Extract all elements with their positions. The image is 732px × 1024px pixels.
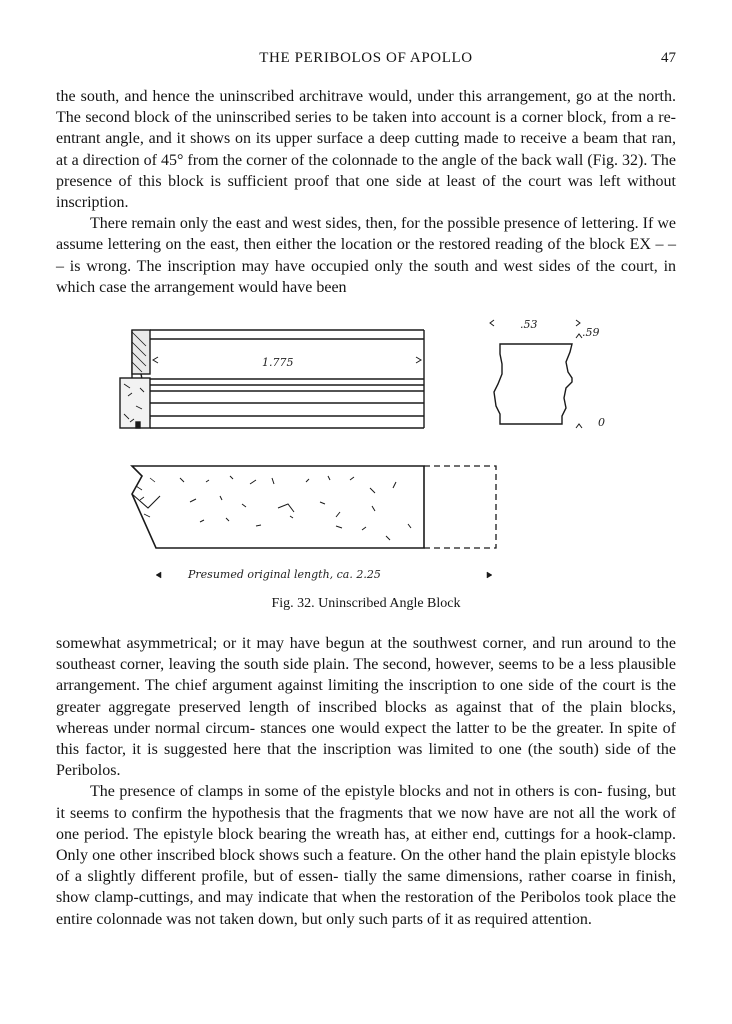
profile-width-label: .53 — [520, 318, 538, 331]
text-line: stances one would expect the latter to be the greater. In spite of this factor, it is — [56, 719, 676, 759]
text-line: that one side at least of the court was left without inscription. — [56, 172, 677, 212]
profile-base-label: 0 — [598, 416, 605, 429]
page-number: 47 — [661, 50, 676, 66]
text-line: south and west sides of the court, in which case the arrangement would have been — [56, 257, 677, 296]
figure-caption: Fig. 32. Uninscribed Angle Block — [271, 596, 461, 611]
elevation-length-label: 1.775 — [262, 356, 294, 369]
plan-length-note: Presumed original length, ca. 2.25 — [188, 568, 381, 581]
text-line: On the other hand the plain epistyle blocks of a slightly different profile, but of essen- — [56, 847, 677, 886]
text-block-bottom — [56, 633, 676, 930]
figure-32 — [110, 318, 630, 590]
text-line: There remain only the east and west sides, then, for the possible presence of — [90, 215, 578, 233]
text-line: made to receive a beam that ran, at a direction of 45° from the corner of the colonnade — [56, 130, 677, 169]
paragraph — [56, 86, 676, 213]
plan-view — [132, 466, 496, 548]
text-line: around to the southeast corner, leaving the south side plain. The second, however, — [56, 635, 677, 674]
paragraph — [56, 213, 676, 298]
text-line: indicate that when the restoration of the Peribolos took place the entire colonnade — [56, 889, 677, 928]
profile-section — [494, 344, 580, 424]
text-line: are not all the work of one period. The epistyle block bearing the wreath has, at either — [56, 804, 676, 843]
text-line: lettering. If we assume lettering on the east, then either the location or the restored — [56, 215, 677, 254]
text-line: reading of the block EX – – – is wrong. The inscription may have occupied only the — [56, 236, 677, 275]
angle-block-drawing — [110, 318, 630, 590]
text-line: inscription to one side of the court is the greater aggregate preserved length of — [56, 677, 677, 716]
text-block-top — [56, 86, 676, 298]
running-title: THE PERIBOLOS OF APOLLO — [259, 50, 473, 66]
elevation-view — [120, 330, 424, 428]
text-line: end, cuttings for a hook-clamp. Only one other inscribed block shows such a feature. — [56, 825, 676, 865]
text-line: somewhat asymmetrical; or it may have begun at the southwest corner, and run — [56, 635, 583, 652]
text-line: seems to be a less plausible arrangement. The chief argument against limiting the — [56, 656, 677, 695]
text-line: The presence of clamps in some of the epistyle blocks and not in others is con- — [90, 783, 603, 801]
paragraph — [56, 781, 676, 929]
paragraph — [56, 633, 676, 781]
text-line: corner block, from a re-entrant angle, and it shows on its upper surface a deep cutting — [56, 109, 677, 148]
text-line: was not taken down, but only such parts of it as required attention. — [166, 910, 592, 928]
text-line: the south, and hence the uninscribed architrave would, under this arrangement, go — [56, 88, 592, 105]
text-line: inscribed blocks as against that of the plain blocks, whereas under normal circum- — [56, 698, 676, 737]
text-line: fusing, but it seems to confirm the hypothesis that the fragments that we now have — [56, 783, 677, 822]
text-line: tially the same dimensions, rather coarse in finish, show clamp-cuttings, and may — [56, 868, 677, 907]
running-head — [56, 50, 676, 70]
profile-height-label: .59 — [582, 326, 600, 339]
text-line: at the north. The second block of the uninscribed series to be taken into account is a — [56, 88, 676, 127]
text-line: suggested here that the inscription was limited to one (the south) side of the Peribolos. — [56, 741, 677, 780]
text-line: to the angle of the back wall (Fig. 32). The presence of this block is sufficient proof — [56, 151, 677, 190]
